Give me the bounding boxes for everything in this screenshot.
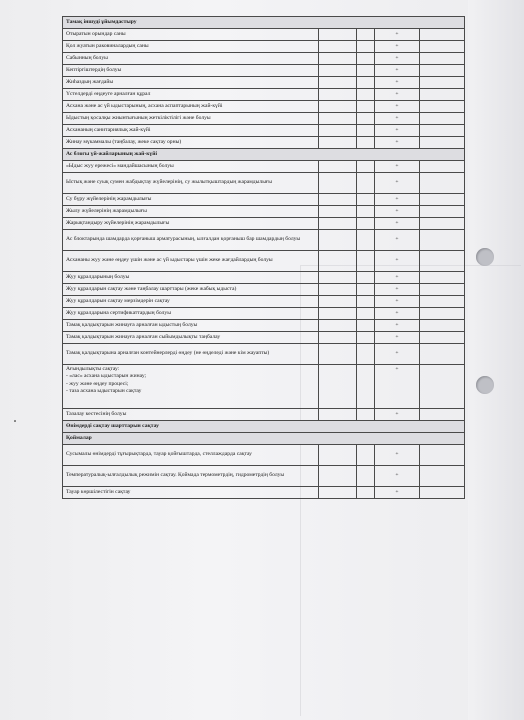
empty-cell: [357, 194, 375, 206]
empty-cell: [319, 77, 357, 89]
compliance-mark: +: [375, 365, 420, 409]
empty-cell: [420, 272, 465, 284]
checklist-row: [63, 466, 465, 487]
empty-cell: [319, 445, 357, 466]
checklist-row: [63, 89, 465, 101]
checklist-row: [63, 77, 465, 89]
empty-cell: [319, 41, 357, 53]
empty-cell: [357, 296, 375, 308]
empty-cell: [357, 125, 375, 137]
empty-cell: [319, 113, 357, 125]
empty-cell: [319, 173, 357, 194]
empty-cell: [319, 65, 357, 77]
empty-cell: [357, 409, 375, 421]
checklist-row: [63, 173, 465, 194]
criterion-text: Тауар көршілестігін сақтау: [63, 487, 319, 499]
criterion-text: Жуу құралдарын сақтау және таңбалау шарттары (жеке жабық ыдыста): [63, 284, 319, 296]
empty-cell: [420, 487, 465, 499]
criterion-text: Ыдыстың қосалқы жиынтығының жеткіліктілігі және болуы: [63, 113, 319, 125]
checklist-row: [63, 344, 465, 365]
compliance-mark: +: [375, 137, 420, 149]
empty-cell: [420, 41, 465, 53]
section-header-row: [63, 149, 465, 161]
empty-cell: [420, 101, 465, 113]
section-title: Қоймалар: [63, 433, 465, 445]
empty-cell: [319, 125, 357, 137]
checklist-row: [63, 125, 465, 137]
compliance-mark: +: [375, 445, 420, 466]
checklist-row: [63, 272, 465, 284]
empty-cell: [319, 409, 357, 421]
empty-cell: [319, 137, 357, 149]
empty-cell: [357, 487, 375, 499]
empty-cell: [420, 125, 465, 137]
empty-cell: [420, 161, 465, 173]
empty-cell: [357, 445, 375, 466]
empty-cell: [420, 409, 465, 421]
empty-cell: [319, 251, 357, 272]
empty-cell: [319, 89, 357, 101]
checklist-row: [63, 161, 465, 173]
empty-cell: [357, 365, 375, 409]
empty-cell: [357, 218, 375, 230]
compliance-mark: +: [375, 230, 420, 251]
empty-cell: [319, 194, 357, 206]
criterion-text: Жуу құралдарына сертификаттардың болуы: [63, 308, 319, 320]
empty-cell: [420, 445, 465, 466]
empty-cell: [357, 173, 375, 194]
compliance-mark: +: [375, 487, 420, 499]
checklist-row: [63, 113, 465, 125]
criterion-text: Тамақ қалдықтарына арналған контейнерлерді өңдеу (не өңделеді және кім жауапты): [63, 344, 319, 365]
empty-cell: [357, 230, 375, 251]
empty-cell: [420, 89, 465, 101]
criterion-text: Асхананың санитариялық жай-күйі: [63, 125, 319, 137]
empty-cell: [357, 206, 375, 218]
criterion-text: «Ыдыс жуу ережесі» мандайшасының болуы: [63, 161, 319, 173]
criterion-text: Тазалау кестесінің болуы: [63, 409, 319, 421]
empty-cell: [357, 77, 375, 89]
empty-cell: [319, 53, 357, 65]
empty-cell: [319, 308, 357, 320]
criterion-text: Тамақ қалдықтарын жинауға арналған ыдыстың болуы: [63, 320, 319, 332]
criterion-text: Жуу құралдарының болуы: [63, 272, 319, 284]
compliance-mark: +: [375, 409, 420, 421]
empty-cell: [357, 53, 375, 65]
section-title: Өнімдерді сақтау шарттарын сақтау: [63, 421, 465, 433]
empty-cell: [319, 284, 357, 296]
criterion-text: Су бүру жүйелерінің жарамдылығы: [63, 194, 319, 206]
criterion-text: Сусымалы өнімдерді тұғырықтарда, тауар қойғыштарда, стеллаждарда сақтау: [63, 445, 319, 466]
empty-cell: [319, 206, 357, 218]
compliance-mark: +: [375, 173, 420, 194]
empty-cell: [357, 308, 375, 320]
empty-cell: [420, 173, 465, 194]
compliance-mark: +: [375, 466, 420, 487]
criterion-text: Температуралық-ылғалдылық режимін сақтау. Қоймада термометрдің, гидрометрдің болуы: [63, 466, 319, 487]
criterion-text: Ыстық және суық сумен жабдықтау жүйелерінің, су жылытқыштардың жарамдылығы: [63, 173, 319, 194]
criterion-text: Жинау мүкаммалы (таңбалау, жеке сақтау орны): [63, 137, 319, 149]
empty-cell: [357, 137, 375, 149]
checklist-row: [63, 409, 465, 421]
compliance-mark: +: [375, 206, 420, 218]
checklist-row: [63, 487, 465, 499]
empty-cell: [357, 161, 375, 173]
empty-cell: [357, 272, 375, 284]
empty-cell: [420, 53, 465, 65]
section-header-row: [63, 421, 465, 433]
empty-cell: [357, 320, 375, 332]
checklist-row: [63, 308, 465, 320]
empty-cell: [420, 194, 465, 206]
checklist-row: [63, 206, 465, 218]
checklist-row: [63, 445, 465, 466]
empty-cell: [420, 29, 465, 41]
criterion-text: Сабынның болуы: [63, 53, 319, 65]
compliance-mark: +: [375, 251, 420, 272]
compliance-mark: +: [375, 113, 420, 125]
compliance-mark: +: [375, 29, 420, 41]
scan-speck: [14, 420, 16, 422]
empty-cell: [420, 308, 465, 320]
checklist-row: [63, 218, 465, 230]
empty-cell: [357, 65, 375, 77]
compliance-mark: +: [375, 308, 420, 320]
criterion-text: Жылу жүйелерінің жарамдылығы: [63, 206, 319, 218]
empty-cell: [357, 466, 375, 487]
empty-cell: [357, 29, 375, 41]
compliance-mark: +: [375, 332, 420, 344]
section-title: Тамақ іншуді ұйымдастыру: [63, 17, 465, 29]
empty-cell: [420, 137, 465, 149]
empty-cell: [357, 41, 375, 53]
empty-cell: [420, 332, 465, 344]
empty-cell: [357, 284, 375, 296]
empty-cell: [319, 161, 357, 173]
empty-cell: [319, 272, 357, 284]
section-title: Ас блогы үй-жайларының жай-күйі: [63, 149, 465, 161]
empty-cell: [319, 29, 357, 41]
empty-cell: [420, 320, 465, 332]
checklist-row: [63, 65, 465, 77]
checklist-row: [63, 296, 465, 308]
punch-hole-top: [476, 248, 494, 266]
empty-cell: [420, 344, 465, 365]
compliance-mark: +: [375, 284, 420, 296]
empty-cell: [319, 332, 357, 344]
criterion-text: Жарықтандыру жүйелерінің жарамдылығы: [63, 218, 319, 230]
checklist-row: [63, 29, 465, 41]
compliance-mark: +: [375, 89, 420, 101]
empty-cell: [420, 77, 465, 89]
criterion-text: Жуу құралдарын сақтау мерзімдерін сақтау: [63, 296, 319, 308]
empty-cell: [357, 251, 375, 272]
compliance-mark: +: [375, 161, 420, 173]
criterion-text: Үстелдерді өңдеуге арналған құрал: [63, 89, 319, 101]
empty-cell: [420, 218, 465, 230]
empty-cell: [357, 113, 375, 125]
compliance-mark: +: [375, 77, 420, 89]
empty-cell: [357, 89, 375, 101]
compliance-mark: +: [375, 344, 420, 365]
compliance-mark: +: [375, 296, 420, 308]
checklist-row: [63, 137, 465, 149]
checklist-row: [63, 194, 465, 206]
punch-hole-bottom: [476, 376, 494, 394]
inspection-checklist-table: [62, 16, 465, 499]
compliance-mark: +: [375, 65, 420, 77]
empty-cell: [319, 101, 357, 113]
empty-cell: [319, 230, 357, 251]
criterion-text: Отыратын орындар саны: [63, 29, 319, 41]
checklist-row: [63, 41, 465, 53]
checklist-row: [63, 284, 465, 296]
checklist-row: [63, 320, 465, 332]
compliance-mark: +: [375, 101, 420, 113]
empty-cell: [420, 296, 465, 308]
empty-cell: [319, 365, 357, 409]
compliance-mark: +: [375, 194, 420, 206]
criterion-text: Қол жуатын раковиналардың саны: [63, 41, 319, 53]
criterion-text: Ағындылықты сақтау: - «лас» асхана ыдыстарын жинау; - жуу және өңдеу процесі; - таза асхана ыдыстарын сақтау: [63, 365, 319, 409]
criterion-text: Тамақ қалдықтарын жинауға арналған сыйымдылықты таңбалау: [63, 332, 319, 344]
empty-cell: [420, 365, 465, 409]
section-header-row: [63, 17, 465, 29]
checklist-row: [63, 251, 465, 272]
section-header-row: [63, 433, 465, 445]
criterion-text: Ас блоктарында шамдарда қорғаныш арматурасының, ылғалдан қорғаныш бар шамдардың болуы: [63, 230, 319, 251]
checklist-row: [63, 365, 465, 409]
empty-cell: [420, 65, 465, 77]
empty-cell: [319, 466, 357, 487]
checklist-body: [63, 17, 465, 499]
empty-cell: [420, 251, 465, 272]
empty-cell: [319, 218, 357, 230]
criterion-text: Кептіргіштердің болуы: [63, 65, 319, 77]
checklist-row: [63, 332, 465, 344]
empty-cell: [420, 284, 465, 296]
compliance-mark: +: [375, 41, 420, 53]
empty-cell: [420, 206, 465, 218]
checklist-row: [63, 230, 465, 251]
compliance-mark: +: [375, 218, 420, 230]
empty-cell: [319, 320, 357, 332]
empty-cell: [357, 101, 375, 113]
criterion-text: Асхана және ас үй ыдыстарының, асхана аспаптарының жай-күйі: [63, 101, 319, 113]
empty-cell: [420, 466, 465, 487]
empty-cell: [420, 113, 465, 125]
empty-cell: [319, 296, 357, 308]
criterion-text: Жиһаздың жағдайы: [63, 77, 319, 89]
compliance-mark: +: [375, 125, 420, 137]
compliance-mark: +: [375, 272, 420, 284]
compliance-mark: +: [375, 320, 420, 332]
compliance-mark: +: [375, 53, 420, 65]
empty-cell: [357, 344, 375, 365]
checklist-row: [63, 53, 465, 65]
empty-cell: [357, 332, 375, 344]
checklist-row: [63, 101, 465, 113]
criterion-text: Асхананы жуу және өңдеу үшін және ас үй ыдыстары үшін жеке жағдайлардың болуы: [63, 251, 319, 272]
empty-cell: [420, 230, 465, 251]
empty-cell: [319, 487, 357, 499]
empty-cell: [319, 344, 357, 365]
